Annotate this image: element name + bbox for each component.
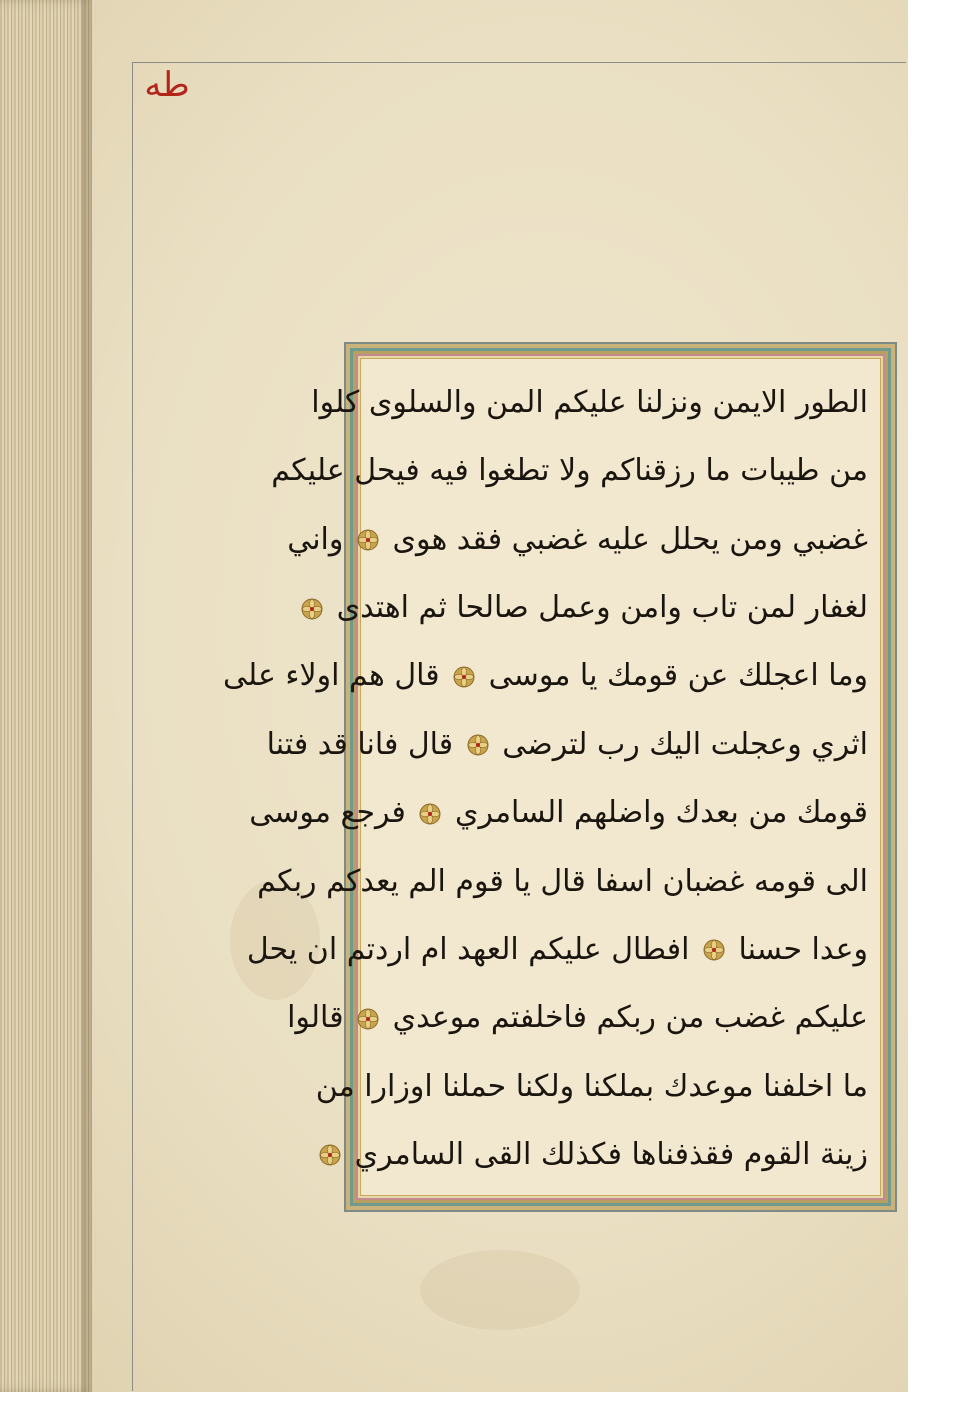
verse-rosette-icon — [357, 529, 379, 551]
text-line: وعدا حسنا افطال عليكم العهد ام اردتم ان يحل — [246, 931, 868, 967]
scan-margin-bottom — [0, 1392, 908, 1417]
verse-rosette-icon — [419, 803, 441, 825]
verse-rosette-icon — [703, 939, 725, 961]
folio-number: طه — [144, 65, 190, 105]
text-line: من طيبات ما رزقناكم ولا تطغوا فيه فيحل عليكم — [271, 453, 868, 489]
book-leaf-edges — [0, 0, 92, 1392]
text-lines — [223, 373, 868, 1185]
verse-rosette-icon — [467, 734, 489, 756]
verse-rosette-icon — [453, 666, 475, 688]
text-line: قومك من بعدك واضلهم السامري فرجع موسى — [249, 795, 868, 831]
text-line: لغفار لمن تاب وامن وعمل صالحا ثم اهتدى — [373, 578, 868, 638]
text-line: وما اعجلك عن قومك يا موسى قال هم اولاء على — [223, 658, 868, 694]
text-block — [223, 358, 881, 1196]
text-line: عليكم غضب من ربكم فاخلفتم موعدي قالوا — [287, 1000, 868, 1036]
scan-margin-right — [908, 0, 974, 1417]
text-line: زينة القوم فقذفناها فكذلك القى السامري — [373, 1125, 868, 1185]
text-line: الطور الايمن ونزلنا عليكم المن والسلوى كلوا — [311, 385, 868, 420]
illuminated-text-frame — [223, 342, 897, 1212]
text-line: غضبي ومن يحلل عليه غضبي فقد هوى واني — [287, 521, 868, 557]
verse-rosette-icon — [301, 598, 323, 620]
text-line: الى قومه غضبان اسفا قال يا قوم الم يعدكم ربكم — [257, 863, 868, 899]
text-line: ما اخلفنا موعدك بملكنا ولكنا حملنا اوزارا من — [315, 1068, 868, 1104]
text-line: اثري وعجلت اليك رب لترضى قال فانا قد فتنا — [266, 726, 868, 762]
verse-rosette-icon — [357, 1008, 379, 1030]
verse-rosette-icon — [319, 1144, 341, 1166]
